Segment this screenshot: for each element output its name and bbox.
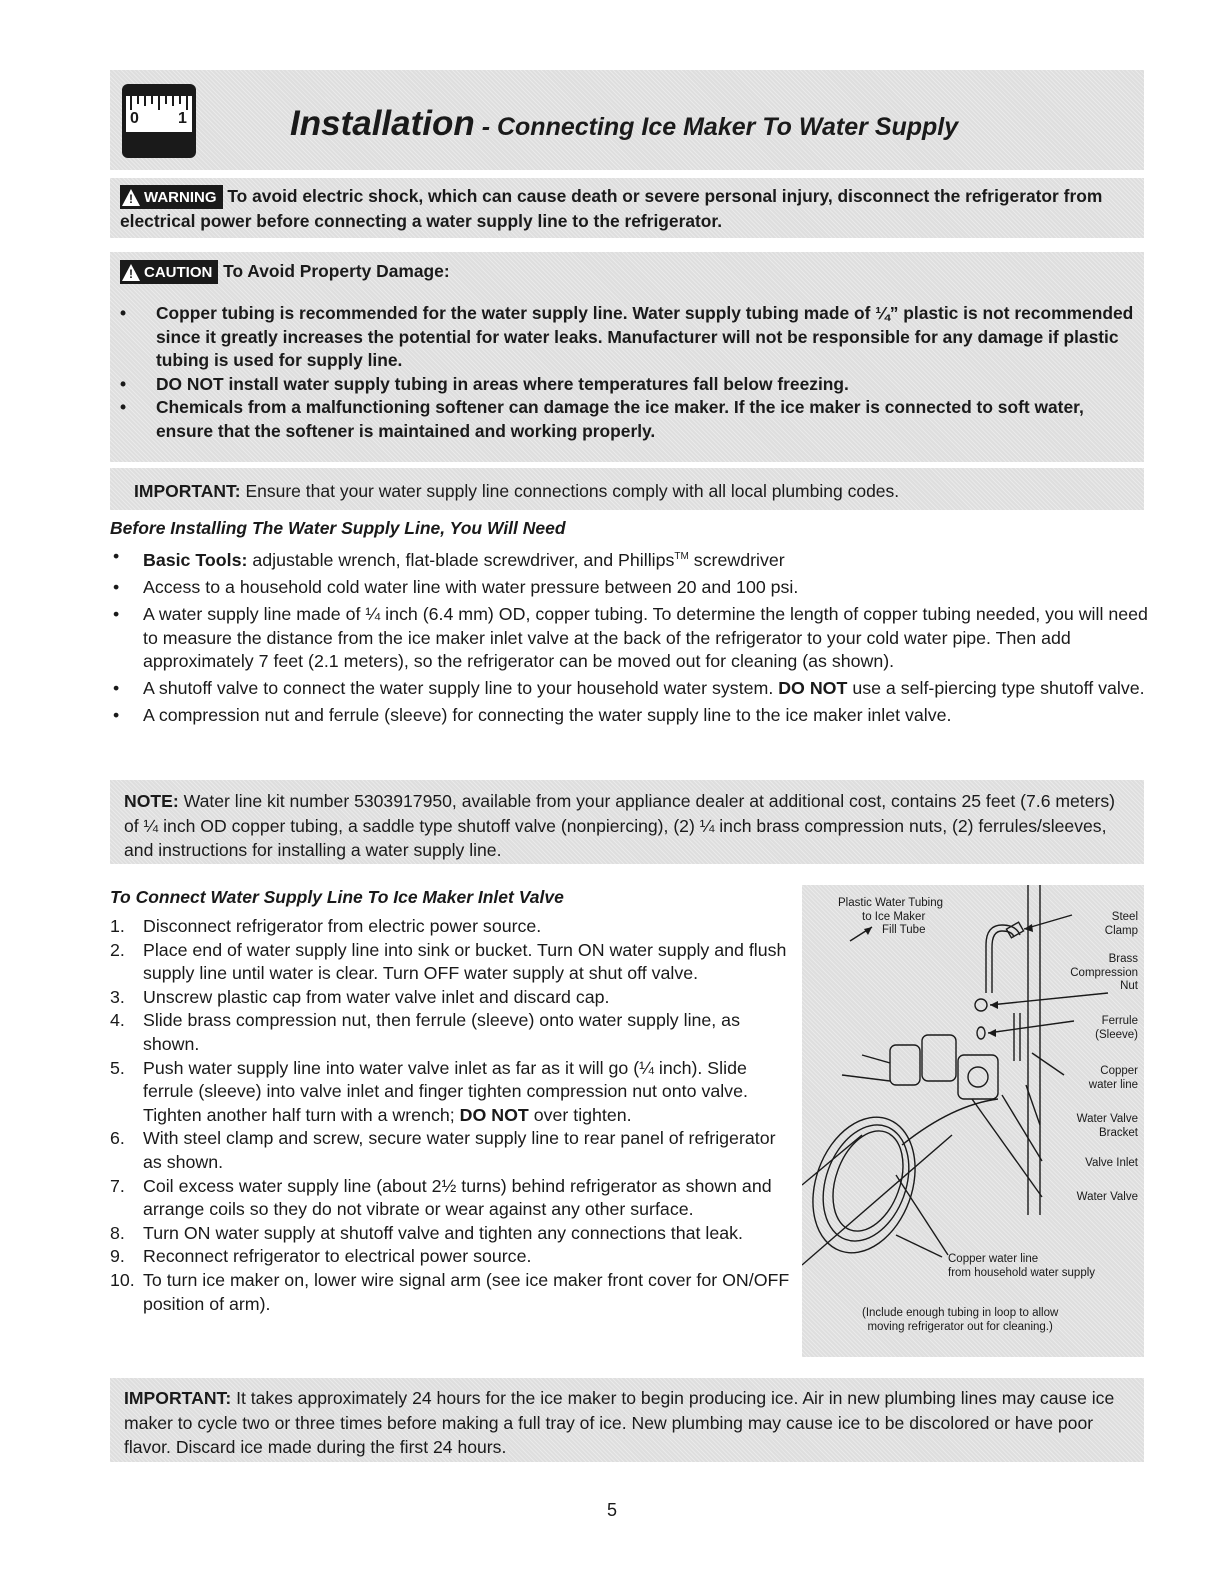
list-item — [110, 1245, 790, 1269]
shutoff-text: A shutoff valve to connect the water supply line to your household water system. — [143, 678, 779, 699]
list-item — [110, 1009, 790, 1056]
shutoff-bold: DO NOT — [778, 678, 848, 699]
section-heading-need: Before Installing The Water Supply Line, You Will Need — [110, 518, 566, 538]
list-item: • Copper tubing is recommended for the water supply line. Water supply tubing made of ¼” plastic is not recommended since it greatly increases the potential for water leaks. Manufacturer will not be responsible for any damage if plastic tubing is used for supply line. — [120, 302, 1140, 373]
water-valve-diagram — [802, 885, 1144, 1357]
diagram-text: Brass — [1108, 953, 1138, 965]
list-item: • Chemicals from a malfunctioning softener can damage the ice maker. If the ice maker is connected to soft water, ensure that the softener is maintained and working properly. — [120, 396, 1140, 443]
step-text: Turn ON water supply at shutoff valve and tighten any connections that leak. — [143, 1222, 743, 1243]
step-text-end: over tighten. — [528, 1104, 632, 1125]
caution-heading-text: To Avoid Property Damage: — [223, 261, 450, 281]
list-item — [110, 1127, 790, 1174]
list-item — [110, 1175, 790, 1222]
tools-text: adjustable wrench, flat-blade screwdriver, and Phillips — [247, 549, 675, 570]
step-text: Place end of water supply line into sink or bucket. Turn ON water supply and flush supply line until water is clear. Turn OFF water supply at shut off valve. — [143, 939, 787, 984]
step-text: With steel clamp and screw, secure water supply line to rear panel of refrigerator as shown. — [143, 1128, 776, 1172]
diagram-text: Nut — [1120, 980, 1138, 992]
step-text: Reconnect refrigerator to electrical power source. — [143, 1246, 532, 1267]
title-main: Installation — [290, 104, 475, 143]
label-steel-clamp — [1105, 911, 1138, 938]
diagram-text: from household water supply — [948, 1266, 1096, 1279]
step-text: To turn ice maker on, lower wire signal arm (see ice maker front cover for ON/OFF position of arm). — [143, 1269, 790, 1314]
step-number: 9. — [110, 1246, 125, 1267]
page-title — [290, 104, 958, 144]
warning-badge — [120, 185, 223, 209]
diagram-text: water line — [1088, 1078, 1138, 1091]
title-sub: - Connecting Ice Maker To Water Supply — [474, 113, 959, 141]
diagram-text: Steel — [1111, 911, 1138, 923]
label-ferrule — [1095, 1015, 1138, 1042]
ruler-num-left: 0 — [130, 110, 139, 127]
caution-badge-label: CAUTION — [144, 263, 213, 281]
diagram-text: to Ice Maker — [862, 910, 926, 923]
label-include-loop — [862, 1307, 1058, 1334]
step-text: Push water supply line into water valve inlet as far as it will go (¼ inch). Slide ferrule (sleeve) into valve inlet and finger tighten compression nut onto valve. Tighten another half turn with a wrench; — [143, 1057, 748, 1125]
note-text — [124, 789, 1134, 863]
list-item — [110, 939, 790, 986]
step-text: Disconnect refrigerator from electric power source. — [143, 916, 542, 936]
important-message: Ensure that your water supply line connections comply with all local plumbing codes. — [240, 481, 900, 501]
diagram-text: Clamp — [1104, 924, 1138, 937]
note-label: NOTE: — [124, 791, 179, 811]
diagram-text: (Sleeve) — [1095, 1028, 1138, 1041]
step-number: 2. — [110, 939, 125, 960]
step-text: Unscrew plastic cap from water valve inlet and discard cap. — [143, 986, 610, 1007]
label-household-line — [948, 1253, 1095, 1280]
warning-badge-label: WARNING — [144, 188, 217, 206]
label-plastic-tubing — [838, 897, 943, 938]
list-item — [110, 545, 1150, 573]
warning-triangle-icon — [122, 189, 140, 206]
label-brass-nut — [1070, 953, 1138, 994]
caution-list — [120, 302, 1140, 443]
step-bold: DO NOT — [459, 1104, 529, 1125]
step-number: 3. — [110, 986, 125, 1007]
diagram-text: Plastic Water Tubing — [838, 897, 944, 909]
diagram-text: Bracket — [1099, 1126, 1138, 1139]
label-valve-inlet: Valve Inlet — [1085, 1157, 1138, 1169]
warning-message: To avoid electric shock, which can cause death or severe personal injury, disconnect the refrigerator from electrical power before connecting a water supply line to the refrigerator. — [120, 186, 1103, 232]
list-item: • A water supply line made of ¼ inch (6.4 mm) OD, copper tubing. To determine the length of copper tubing needed, you will need to measure the distance from the ice maker inlet valve at the back of the refrigerator to your cold water pipe. Then add approximately 7 feet (2.1 meters), so the refrigerator can be moved out for cleaning (as shown). — [110, 603, 1150, 674]
step-number: 8. — [110, 1222, 125, 1243]
caution-heading — [120, 259, 450, 284]
diagram-text: Compression — [1070, 966, 1138, 979]
diagram-text: Ferrule — [1101, 1015, 1138, 1027]
important-label: IMPORTANT: — [124, 1388, 232, 1408]
important-ice-text — [124, 1386, 1134, 1460]
ruler-num-right: 1 — [178, 110, 187, 127]
step-text: Coil excess water supply line (about 2½ turns) behind refrigerator as shown and arrange coils so they do not vibrate or wear against any other surface. — [143, 1175, 772, 1220]
list-item — [110, 1057, 790, 1128]
caution-triangle-icon — [122, 264, 140, 281]
diagram-text: moving refrigerator out for cleaning.) — [867, 1320, 1053, 1333]
label-water-valve: Water Valve — [1076, 1191, 1138, 1203]
important-label: IMPORTANT: — [134, 481, 241, 501]
note-message: Water line kit number 5303917950, available from your appliance dealer at additional cost, contains 25 feet (7.6 meters) of ¼ inch OD copper tubing, a saddle type shutoff valve (nonpiercing), (2) ¼ inch brass compression nuts, (2) ferrules/sleeves, and instructions for installing a water supply line. — [124, 791, 1115, 860]
step-text: Slide brass compression nut, then ferrule (sleeve) onto water supply line, as shown. — [143, 1010, 740, 1054]
diagram-text: Copper water line — [948, 1253, 1039, 1265]
list-item — [110, 1269, 790, 1316]
tools-label: Basic Tools: — [143, 549, 248, 570]
shutoff-text-end: use a self-piercing type shutoff valve. — [847, 678, 1145, 699]
step-number: 10. — [110, 1269, 135, 1290]
ruler-icon — [122, 84, 196, 158]
tools-text-end: screwdriver — [688, 549, 785, 570]
diagram-text: (Include enough tubing in loop to allow — [862, 1307, 1059, 1319]
step-number: 7. — [110, 1175, 125, 1196]
step-number: 6. — [110, 1128, 125, 1149]
trademark: TM — [674, 551, 689, 562]
list-item: • Access to a household cold water line with water pressure between 20 and 100 psi. — [110, 576, 1150, 600]
need-list — [110, 545, 1150, 732]
section-heading-connect: To Connect Water Supply Line To Ice Maker Inlet Valve — [110, 887, 564, 907]
list-item — [110, 677, 1150, 701]
step-number: 4. — [110, 1010, 125, 1031]
diagram-text: Water Valve — [1076, 1113, 1138, 1125]
list-item: • DO NOT install water supply tubing in areas where temperatures fall below freezing. — [120, 373, 1140, 397]
caution-badge — [120, 260, 218, 284]
list-item — [110, 1222, 790, 1246]
list-item — [110, 986, 790, 1010]
label-copper-line — [1089, 1065, 1138, 1092]
diagram-text: Copper — [1100, 1065, 1138, 1077]
important-message: It takes approximately 24 hours for the ice maker to begin producing ice. Air in new plumbing lines may cause ice maker to cycle two or three times before making a full tray of ice. New plumbing may cause ice to be discolored or have poor flavor. Discard ice made during the first 24 hours. — [124, 1388, 1115, 1457]
page-number: 5 — [606, 1500, 617, 1520]
label-valve-bracket — [1077, 1113, 1138, 1140]
list-item: • A compression nut and ferrule (sleeve) for connecting the water supply line to the ice maker inlet valve. — [110, 704, 1150, 728]
diagram-text: Fill Tube — [882, 924, 926, 936]
step-number: 5. — [110, 1057, 125, 1078]
steps-list — [110, 915, 790, 1316]
list-item — [110, 915, 790, 939]
important-plumbing-text — [134, 481, 899, 502]
warning-text — [120, 184, 1140, 234]
step-number: 1. — [110, 916, 125, 936]
